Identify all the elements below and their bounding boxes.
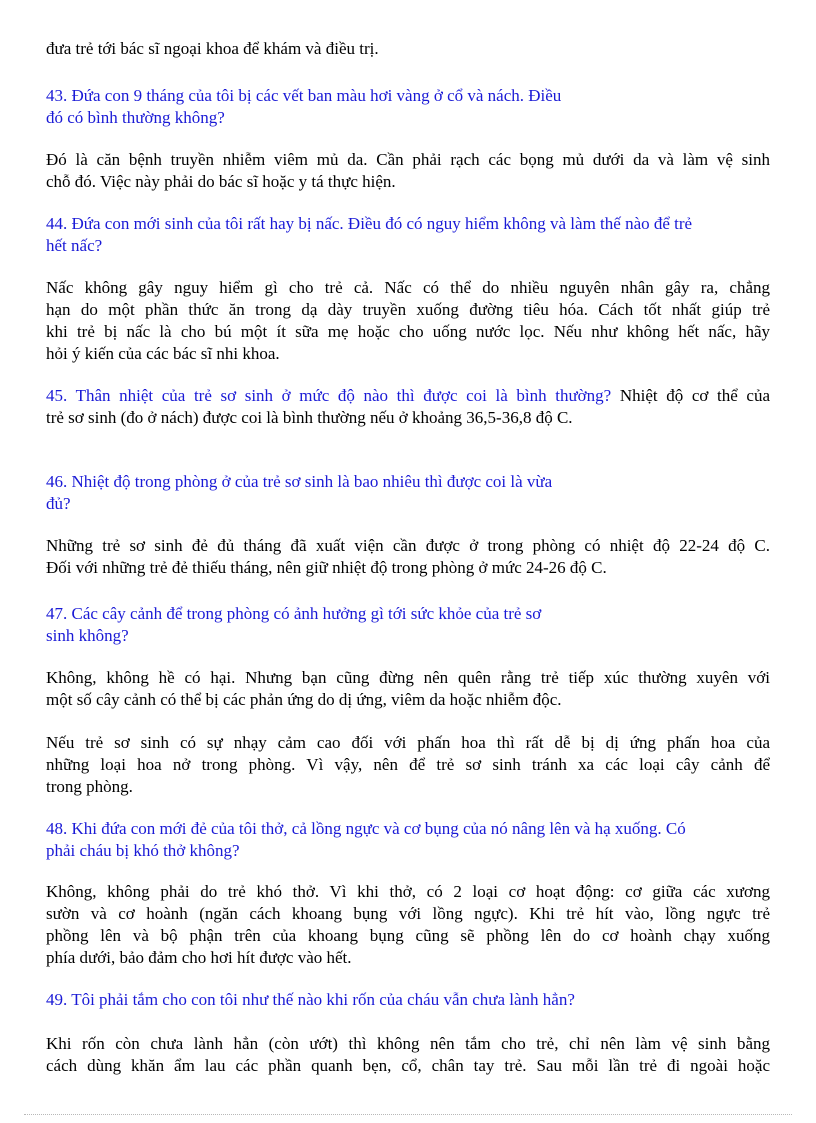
- question-line: 47. Các cây cảnh để trong phòng có ảnh hưởng gì tới sức khỏe của trẻ sơ: [46, 604, 542, 623]
- answer-46: [46, 535, 770, 579]
- text-line: Nấc không gây nguy hiểm gì cho trẻ cả. Nấc có thể do nhiều nguyên nhân gây ra, chẳng: [46, 278, 770, 297]
- page-bottom-divider: [24, 1114, 792, 1115]
- text-line: Khi rốn còn chưa lành hẳn (còn ướt) thì không nên tắm cho trẻ, chỉ nên làm vệ sinh bằng: [46, 1034, 770, 1053]
- answer-47-paragraph-1: [46, 667, 770, 711]
- text-line: Đối với những trẻ đẻ thiếu tháng, nên giữ nhiệt độ trong phòng ở mức 24-26 độ C.: [46, 558, 607, 577]
- question-line: 48. Khi đứa con mới đẻ của tôi thở, cả lồng ngực và cơ bụng của nó nâng lên và hạ xuống. Có: [46, 819, 686, 838]
- text-line: trong phòng.: [46, 777, 133, 796]
- text-line: Nếu trẻ sơ sinh có sự nhạy cảm cao đối với phấn hoa thì rất dễ bị dị ứng phấn hoa của: [46, 733, 770, 752]
- question-line: sinh không?: [46, 626, 129, 645]
- question-49: [46, 989, 770, 1011]
- question-line: hết nấc?: [46, 236, 103, 255]
- question-43: [46, 85, 626, 129]
- question-line: 46. Nhiệt độ trong phòng ở của trẻ sơ sinh là bao nhiêu thì được coi là vừa: [46, 472, 553, 491]
- text-line: cách dùng khăn ẩm lau các phần quanh bẹn, cổ, chân tay trẻ. Sau mỗi lần trẻ đi ngoài hoặc: [46, 1056, 770, 1075]
- answer-48: [46, 881, 770, 969]
- mixed-line: [46, 385, 770, 407]
- text-line: Không, không hề có hại. Nhưng bạn cũng đừng nên quên rằng trẻ tiếp xúc thường xuyên với: [46, 668, 770, 687]
- question-line: 43. Đứa con 9 tháng của tôi bị các vết ban màu hơi vàng ở cổ và nách. Điều: [46, 86, 562, 105]
- text-line: Những trẻ sơ sinh đẻ đủ tháng đã xuất viện cần được ở trong phòng có nhiệt độ 22-24 độ C.: [46, 536, 770, 555]
- text-line: phía dưới, bảo đảm cho hơi hít được vào hết.: [46, 948, 352, 967]
- answer-47-paragraph-2: [46, 732, 770, 798]
- question-line: 44. Đứa con mới sinh của tôi rất hay bị nấc. Điều đó có nguy hiểm không và làm thế nào để trẻ: [46, 214, 693, 233]
- text-line: phồng lên và bộ phận trên của khoang bụng cũng sẽ phồng lên do cơ hoành chạy xuống: [46, 926, 770, 945]
- text-line: sườn và cơ hoành (ngăn cách khoang bụng với lồng ngực). Khi trẻ hít vào, lồng ngực trẻ: [46, 904, 770, 923]
- question-line: đủ?: [46, 494, 71, 513]
- text-line: hỏi ý kiến của các bác sĩ nhi khoa.: [46, 344, 280, 363]
- text-line: Không, không phải do trẻ khó thở. Vì khi thở, có 2 loại cơ hoạt động: cơ giữa các xương: [46, 882, 770, 901]
- answer-43: [46, 149, 770, 193]
- question-line: phải cháu bị khó thở không?: [46, 841, 240, 860]
- question-45-paragraph: [46, 385, 770, 429]
- intro-paragraph: [46, 38, 770, 60]
- question-line: 49. Tôi phải tắm cho con tôi như thế nào khi rốn của cháu vẫn chưa lành hẳn?: [46, 990, 575, 1009]
- text-line: trẻ sơ sinh (đo ở nách) được coi là bình thường nếu ở khoảng 36,5-36,8 độ C.: [46, 408, 573, 427]
- answer-45-start: Nhiệt độ cơ thể của: [611, 386, 770, 405]
- answer-49: [46, 1033, 770, 1077]
- question-47: [46, 603, 626, 647]
- text-line: khi trẻ bị nấc là cho bú một ít sữa mẹ hoặc cho uống nước lọc. Nếu như không hết nấc, hãy: [46, 322, 770, 341]
- text-line: hạn do một phần thức ăn trong dạ dày truyền xuống đường tiêu hóa. Cách tốt nhất giúp trẻ: [46, 300, 770, 319]
- question-48: [46, 818, 770, 862]
- question-45: 45. Thân nhiệt của trẻ sơ sinh ở mức độ nào thì được coi là bình thường?: [46, 386, 612, 405]
- answer-44: [46, 277, 770, 365]
- question-46: [46, 471, 626, 515]
- question-44: [46, 213, 770, 257]
- text-line: một số cây cảnh có thể bị các phản ứng do dị ứng, viêm da hoặc nhiễm độc.: [46, 690, 562, 709]
- question-line: đó có bình thường không?: [46, 108, 225, 127]
- text-line: đưa trẻ tới bác sĩ ngoại khoa để khám và điều trị.: [46, 39, 379, 58]
- text-line: chỗ đó. Việc này phải do bác sĩ hoặc y tá thực hiện.: [46, 172, 396, 191]
- text-line: những loại hoa nở trong phòng. Vì vậy, nên để trẻ sơ sinh tránh xa các loại cây cảnh để: [46, 755, 770, 774]
- text-line: Đó là căn bệnh truyền nhiễm viêm mủ da. Cần phải rạch các bọng mủ dưới da và làm vệ sinh: [46, 150, 770, 169]
